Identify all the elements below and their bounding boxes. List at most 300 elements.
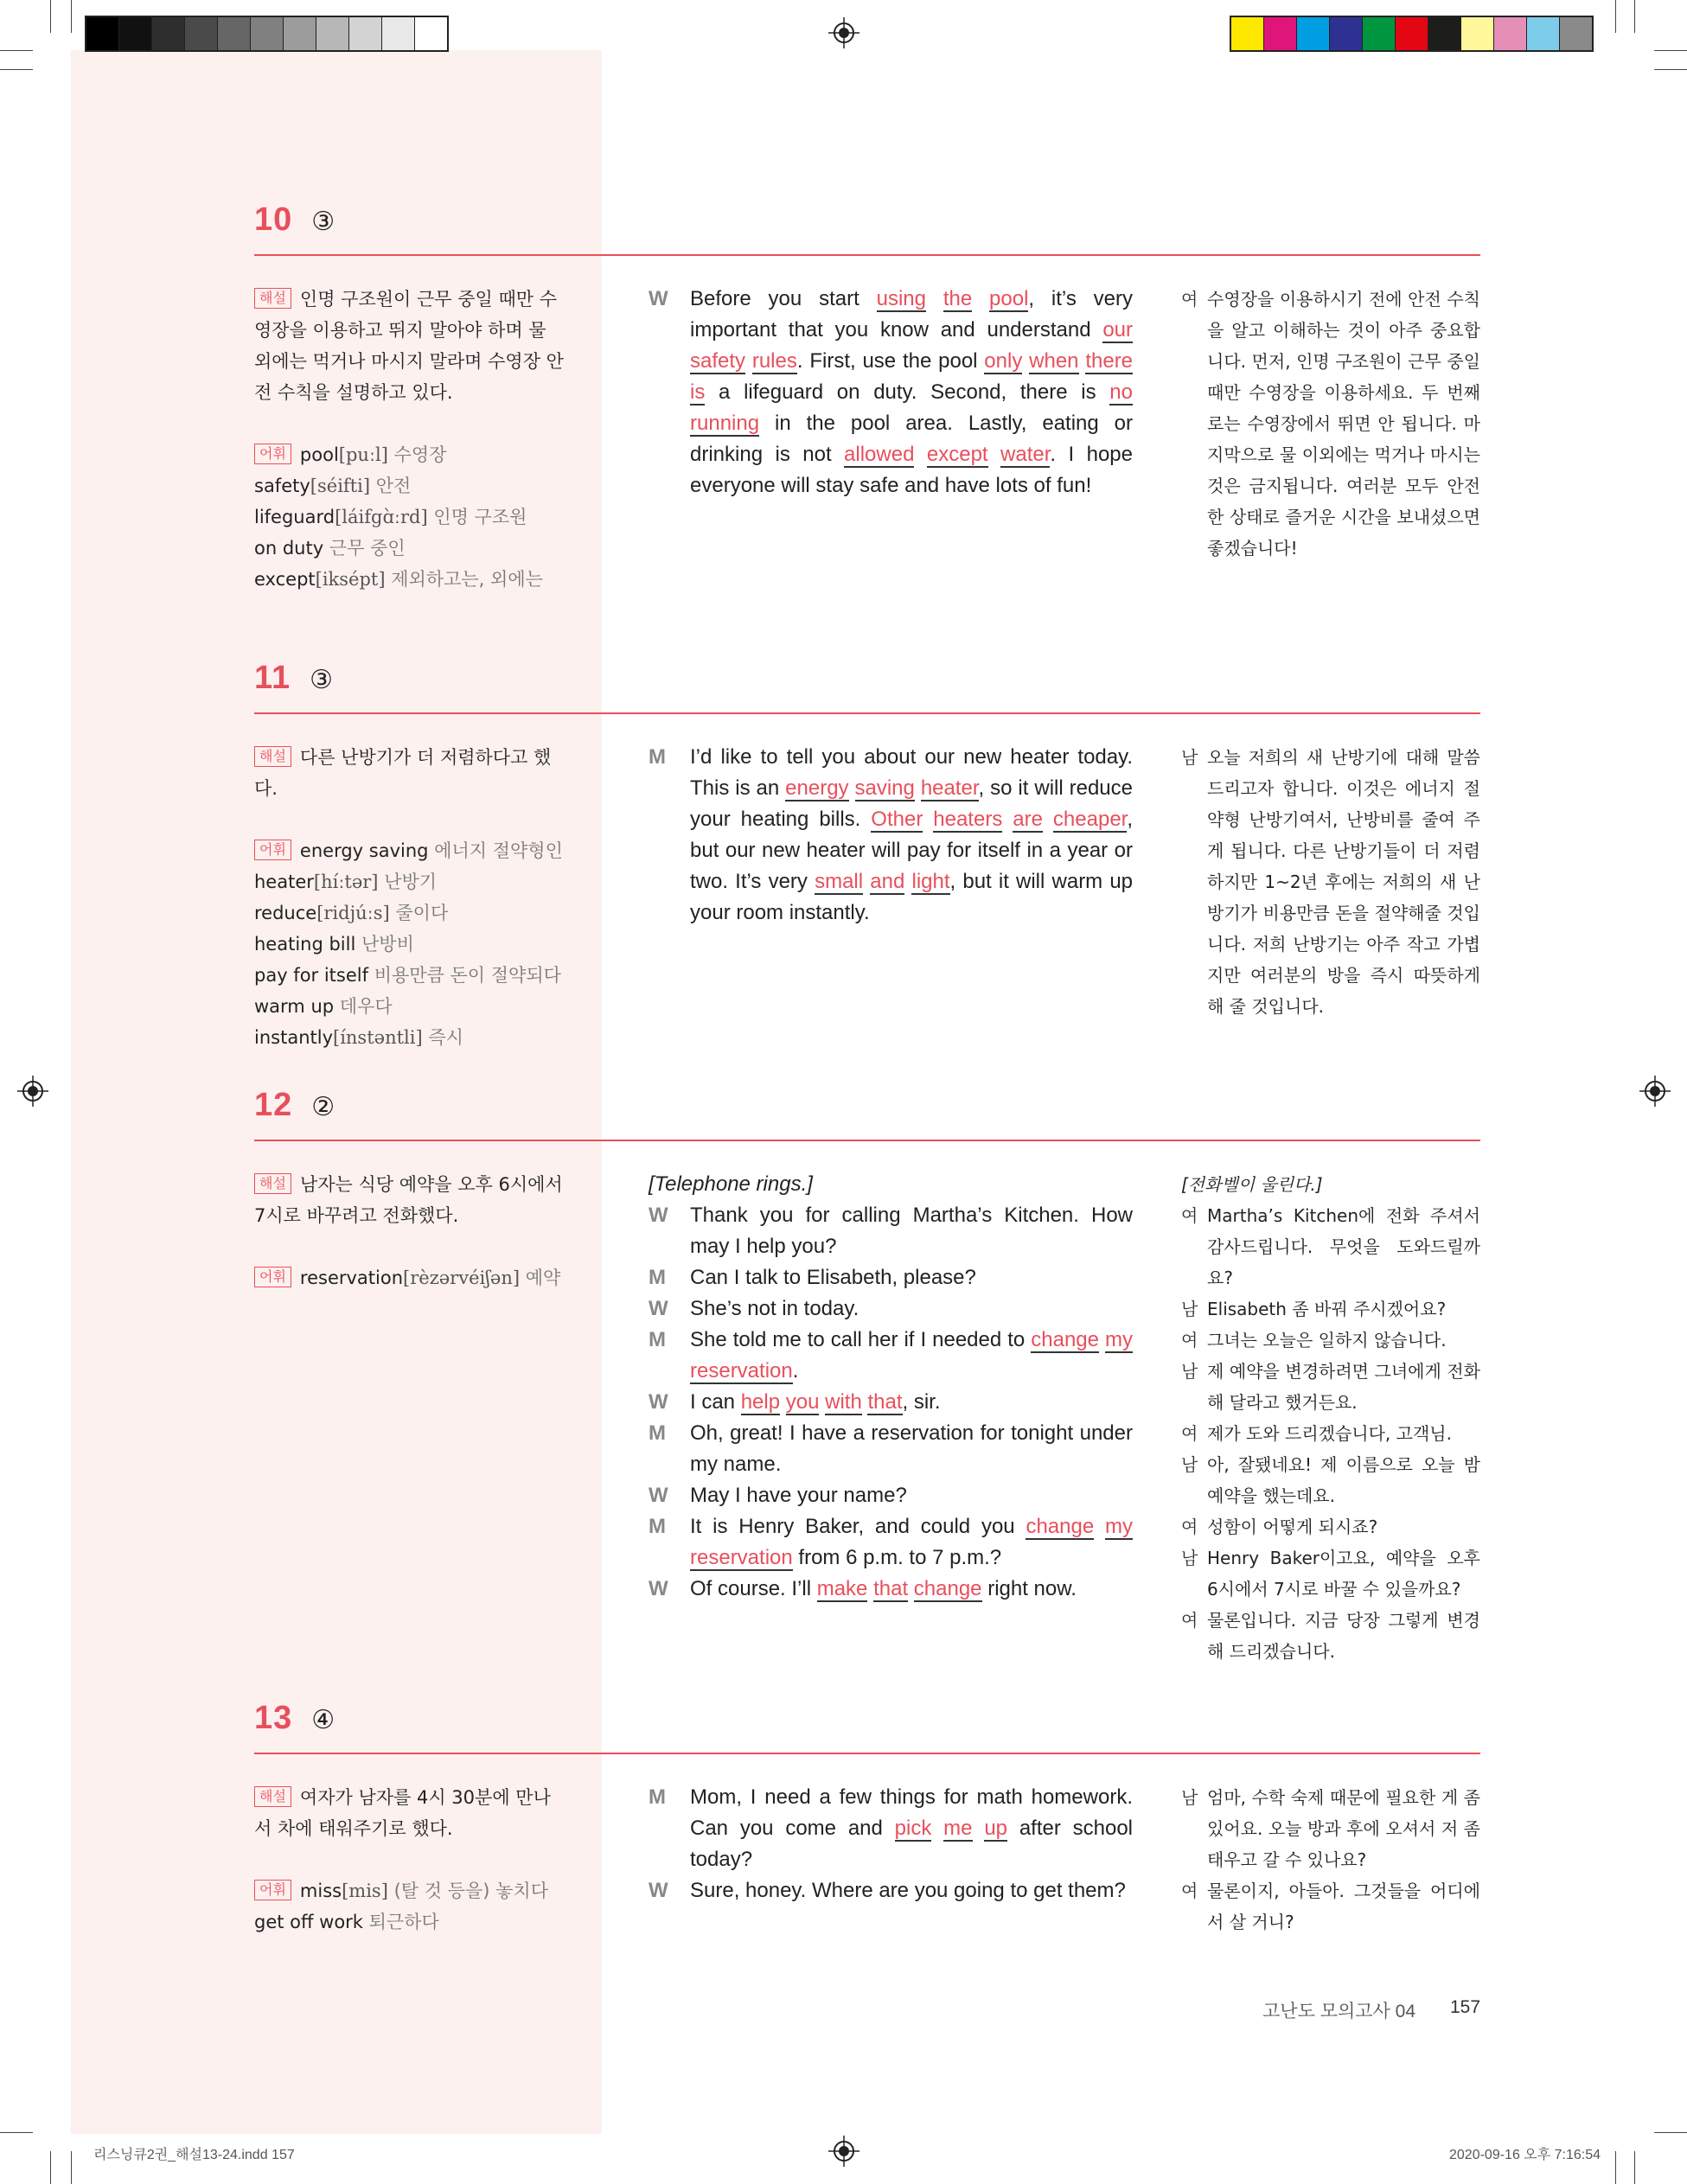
answer-blank: small — [815, 870, 864, 893]
registration-mark-icon — [17, 1076, 48, 1107]
crop-mark — [50, 2151, 51, 2184]
speaker-label: W — [649, 1879, 668, 1902]
vocab-word: pool — [299, 444, 339, 465]
translation-speaker: 남 — [1181, 1548, 1198, 1568]
dialogue-text — [690, 742, 1133, 929]
vocab-item — [254, 835, 566, 866]
translation-line — [1181, 1293, 1480, 1325]
vocab-word: miss — [299, 1881, 342, 1901]
vocab-word: pay for itself — [254, 965, 369, 986]
color-swatch — [1494, 17, 1527, 50]
crop-mark — [1654, 69, 1687, 70]
vocab-word: safety — [254, 476, 310, 496]
dialogue-segment: . First, use the pool — [796, 349, 985, 373]
vocab-meaning: 근무 중인 — [329, 538, 406, 559]
color-swatch — [1560, 17, 1592, 50]
dialogue-text — [690, 1387, 1133, 1418]
explanation — [254, 1169, 566, 1231]
vocab-word: heater — [254, 872, 314, 892]
vocab-word: reduce — [254, 903, 317, 923]
answer-blank: light — [911, 870, 950, 893]
vocab-item — [254, 1906, 566, 1938]
dialogue-segment — [908, 1577, 914, 1600]
speaker-label: M — [649, 1266, 666, 1289]
dialogue-segment: It is Henry Baker, and could you — [690, 1515, 1026, 1538]
translation-text: Elisabeth 좀 바꿔 주시겠어요? — [1207, 1299, 1447, 1319]
color-swatch — [185, 17, 218, 50]
answer-blank: there — [1085, 349, 1134, 373]
dialogue-line — [649, 1200, 1133, 1262]
speaker-label: W — [649, 1297, 668, 1320]
answer-blank: safety — [690, 349, 746, 373]
answer-blank: pool — [989, 287, 1029, 310]
dialogue-segment: after school today? — [690, 1817, 1134, 1871]
vocab-item — [254, 929, 566, 960]
crop-mark — [0, 50, 33, 51]
vocab-item — [254, 564, 566, 595]
color-swatch — [349, 17, 382, 50]
dialogue-segment — [849, 776, 855, 800]
dialogue-line — [649, 1480, 1133, 1511]
color-bar — [1230, 16, 1594, 52]
section-divider — [254, 712, 1480, 714]
translation-text: 엄마, 수학 숙제 때문에 필요한 게 좀 있어요. 오늘 방과 후에 오셔서 저 좀 태우고 갈 수 있나요? — [1207, 1787, 1480, 1870]
question-heading — [254, 660, 333, 697]
translation-speaker: 여 — [1181, 1517, 1198, 1537]
dialogue-segment — [1002, 808, 1013, 831]
dialogue-segment — [1094, 1515, 1105, 1538]
dialogue-line — [649, 1325, 1133, 1387]
dialogue-segment: Oh, great! I have a reservation for tonight under my name. — [690, 1421, 1133, 1476]
answer-blank: water — [1000, 443, 1051, 466]
answer-blank: change — [913, 1577, 982, 1600]
translation-line — [1181, 1605, 1480, 1667]
dialogue-segment: May I have your name? — [690, 1484, 907, 1507]
registration-mark-icon — [1639, 1076, 1671, 1107]
color-swatch — [1428, 17, 1461, 50]
vocab-item — [254, 1022, 566, 1053]
dialogue-line — [649, 1875, 1133, 1906]
dialogue-text — [690, 1293, 1133, 1325]
translation-text: 물론이지, 아들아. 그것들을 어디에서 살 거니? — [1207, 1881, 1480, 1932]
speaker-label: M — [649, 1421, 666, 1445]
answer-blank: using — [876, 287, 926, 310]
dialogue-segment — [745, 349, 752, 373]
vocab-meaning: (탈 것 등을) 놓치다 — [393, 1881, 549, 1901]
vocab-tag: 어휘 — [254, 1880, 291, 1900]
dialogue-segment: Thank you for calling Martha’s Kitchen. How may I help you? — [690, 1204, 1133, 1258]
answer-blank: my — [1105, 1328, 1134, 1351]
question-heading — [254, 1087, 335, 1124]
registration-mark-icon — [828, 17, 859, 48]
dialogue-segment — [931, 1817, 943, 1840]
translation-line — [1181, 1875, 1480, 1938]
answer-blank: cheaper — [1052, 808, 1128, 831]
crop-mark — [1654, 50, 1687, 51]
dialogue-segment — [923, 808, 933, 831]
question-number: 11 — [254, 660, 291, 696]
page-number: 157 — [1450, 1997, 1481, 2017]
answer-blank: allowed — [844, 443, 915, 466]
translation-line — [1181, 1418, 1480, 1449]
crop-mark — [71, 2151, 72, 2184]
explanation-tag: 해설 — [254, 288, 291, 309]
translation-text: 그녀는 오늘은 일하지 않습니다. — [1207, 1330, 1447, 1351]
translation-text: 제 예약을 변경하려면 그녀에게 전화해 달라고 했거든요. — [1207, 1361, 1480, 1413]
translation-line — [1181, 742, 1480, 1022]
script-column — [649, 1782, 1133, 1906]
answer-blank: reservation — [690, 1546, 793, 1569]
dialogue-segment: . — [792, 1359, 799, 1383]
vocab-pronunciation: [séifti] — [310, 476, 371, 496]
color-swatch — [152, 17, 185, 50]
question-number: 12 — [254, 1087, 293, 1123]
color-swatch — [284, 17, 316, 50]
answer-blank: that — [867, 1390, 903, 1414]
explanation-text: 다른 난방기가 더 저렴하다고 했다. — [254, 747, 552, 799]
vocab-word: warm up — [254, 996, 335, 1017]
vocabulary-list — [254, 439, 566, 595]
answer-blank: the — [943, 287, 973, 310]
color-swatch — [86, 17, 119, 50]
color-swatch — [218, 17, 251, 50]
vocab-meaning: 데우다 — [339, 996, 393, 1017]
translation-text: 수영장을 이용하시기 전에 안전 수칙을 알고 이해하는 것이 아주 중요합니다. 먼저, 인명 구조원이 근무 중일 때만 수영장을 이용하세요. 두 번째로는 수영장에서 뛰면 안 됩니다. 마지막으로 물 이외에는 먹거나 마시는 것은 금지됩니다. 여러분 모두 안전한 상태로 즐거운 시간을 보내셨으면 좋겠습니다! — [1207, 289, 1480, 559]
translation-speaker: 여 — [1181, 1610, 1198, 1631]
vocab-meaning: 에너지 절약형인 — [434, 840, 563, 861]
vocab-meaning: 줄이다 — [395, 903, 449, 923]
explanation-tag: 해설 — [254, 746, 291, 767]
answer-blank: is — [690, 380, 706, 404]
vocab-pronunciation: [mis] — [342, 1881, 388, 1901]
explanation — [254, 742, 566, 804]
script-column — [649, 742, 1133, 929]
answer-blank: are — [1013, 808, 1043, 831]
vocab-word: lifeguard — [254, 507, 335, 527]
dialogue-segment: I’d like to tell you about our new heater today. This is an — [690, 745, 1133, 800]
gray-color-bar — [85, 16, 449, 52]
translation-line — [1181, 1511, 1480, 1542]
vocab-pronunciation: [iksépt] — [315, 569, 386, 590]
dialogue-segment — [915, 776, 921, 800]
vocab-word: on duty — [254, 538, 324, 559]
answer-choice: ④ — [311, 1706, 335, 1734]
explanation-text: 인명 구조원이 근무 중일 때만 수영장을 이용하고 뛰지 말아야 하며 물 외에는 먹거나 마시지 말라며 수영장 안전 수칙을 설명하고 있다. — [254, 289, 564, 403]
dialogue-line — [649, 284, 1133, 501]
dialogue-segment — [1022, 349, 1029, 373]
vocab-item — [254, 1875, 566, 1906]
answer-blank: rules — [751, 349, 797, 373]
answer-blank: up — [984, 1817, 1008, 1840]
translation-speaker: 남 — [1181, 1787, 1198, 1808]
crop-mark — [1654, 2132, 1687, 2133]
dialogue-segment — [972, 287, 989, 310]
vocab-item — [254, 866, 566, 897]
crop-mark — [1634, 0, 1635, 33]
speaker-label: M — [649, 1328, 666, 1351]
vocab-item — [254, 897, 566, 929]
translation-text: 제가 도와 드리겠습니다, 고객님. — [1207, 1423, 1452, 1444]
dialogue-segment: , it’s very important that you know and understand — [690, 287, 1134, 342]
book-title: 고난도 모의고사 04 — [1262, 2002, 1416, 2021]
answer-blank: help — [740, 1390, 781, 1414]
explanation — [254, 284, 566, 408]
translation-speaker: 여 — [1181, 1881, 1198, 1901]
translation-speaker: 여 — [1181, 1330, 1198, 1351]
dialogue-text — [690, 1782, 1133, 1875]
color-swatch — [1297, 17, 1330, 50]
script-column — [649, 1169, 1133, 1605]
vocab-meaning: 퇴근하다 — [368, 1912, 439, 1932]
answer-blank: only — [984, 349, 1023, 373]
dialogue-segment — [780, 1390, 786, 1414]
translation-stage-direction: [전화벨이 울린다.] — [1181, 1174, 1323, 1195]
translation-line — [1181, 1542, 1480, 1605]
dialogue-segment — [1043, 808, 1053, 831]
answer-blank: running — [690, 412, 760, 435]
dialogue-segment: from 6 p.m. to 7 p.m.? — [792, 1546, 1002, 1569]
answer-blank: pick — [894, 1817, 932, 1840]
translation-speaker: 여 — [1181, 1205, 1198, 1226]
color-swatch — [251, 17, 284, 50]
dialogue-segment: , sir. — [902, 1390, 941, 1414]
explanation-column — [254, 284, 566, 595]
answer-choice: ② — [311, 1093, 335, 1121]
answer-blank: heaters — [933, 808, 1003, 831]
vocab-pronunciation: [híːtər] — [313, 872, 379, 892]
translation-line — [1181, 1782, 1480, 1875]
speaker-label: W — [649, 1204, 668, 1227]
dialogue-segment: Can I talk to Elisabeth, please? — [690, 1266, 976, 1289]
answer-blank: and — [870, 870, 905, 893]
registration-mark-icon — [828, 2136, 859, 2167]
dialogue-segment: Of course. I’ll — [690, 1577, 817, 1600]
answer-blank: energy — [785, 776, 849, 800]
question-number: 13 — [254, 1700, 293, 1736]
dialogue-text — [690, 1480, 1133, 1511]
slug-filename: 리스닝큐2권_해설13-24.indd 157 — [93, 2148, 295, 2162]
vocab-item — [254, 991, 566, 1022]
color-swatch — [119, 17, 152, 50]
vocab-word: except — [254, 569, 316, 590]
color-swatch — [382, 17, 415, 50]
translation-text: Henry Baker이고요, 예약을 오후 6시에서 7시로 바꿀 수 있을까요? — [1207, 1548, 1480, 1600]
dialogue-segment: in the pool area. Lastly, eating or drinking is not — [690, 412, 1133, 466]
color-swatch — [316, 17, 349, 50]
dialogue-segment: , but our new heater will pay for itself in a year or two. It’s very — [690, 808, 1133, 893]
dialogue-text — [690, 1200, 1133, 1262]
dialogue-segment — [1099, 1328, 1105, 1351]
translation-speaker: 여 — [1181, 289, 1198, 310]
question-number: 10 — [254, 201, 293, 238]
color-swatch — [1330, 17, 1363, 50]
dialogue-segment — [988, 443, 1000, 466]
translation-text: 오늘 저희의 새 난방기에 대해 말씀드리고자 합니다. 이것은 에너지 절약형 난방기여서, 난방비를 줄여 주게 됩니다. 다른 난방기들이 더 저렴하지만 1~2년 후에는 저희의 새 난방기가 비용만큼 돈을 절약해줄 것입니다. 저희 난방기는 아주 작고 가볍지만 여러분의 방을 즉시 따뜻하게 해 줄 것입니다. — [1207, 747, 1480, 1017]
color-swatch — [1461, 17, 1494, 50]
question-heading — [254, 201, 335, 239]
explanation — [254, 1782, 566, 1844]
translation-line — [1181, 284, 1480, 564]
translation-text: 물론입니다. 지금 당장 그렇게 변경해 드리겠습니다. — [1207, 1610, 1480, 1662]
dialogue-segment: , but it will warm up your room instantly. — [690, 870, 1134, 924]
vocab-pronunciation: [ridjúːs] — [316, 903, 390, 923]
translation-column — [1181, 742, 1480, 1022]
script-column — [649, 284, 1133, 501]
translation-text: 아, 잘됐네요! 제 이름으로 오늘 밤 예약을 했는데요. — [1207, 1454, 1480, 1506]
crop-mark — [1615, 2151, 1616, 2184]
dialogue-segment: Mom, I need a few things for math homework. Can you come and — [690, 1785, 1133, 1840]
translation-column — [1181, 284, 1480, 564]
answer-blank: that — [873, 1577, 909, 1600]
answer-choice: ③ — [311, 208, 335, 236]
dialogue-line — [649, 1262, 1133, 1293]
dialogue-line — [649, 1387, 1133, 1418]
vocab-meaning: 난방기 — [384, 872, 438, 892]
speaker-label: W — [649, 1484, 668, 1507]
translation-line — [1181, 1449, 1480, 1511]
answer-blank: our — [1102, 318, 1133, 342]
dialogue-segment: a lifeguard on duty. Second, there is — [705, 380, 1110, 404]
speaker-label: W — [649, 1390, 668, 1414]
explanation-column — [254, 1169, 566, 1293]
answer-blank: saving — [854, 776, 915, 800]
answer-blank: my — [1105, 1515, 1134, 1538]
explanation-tag: 해설 — [254, 1173, 291, 1194]
vocab-meaning: 인명 구조원 — [433, 507, 527, 527]
answer-blank: when — [1029, 349, 1079, 373]
answer-blank: with — [825, 1390, 862, 1414]
dialogue-segment — [914, 443, 926, 466]
vocab-tag: 어휘 — [254, 840, 291, 860]
color-swatch — [1363, 17, 1396, 50]
vocab-item — [254, 439, 566, 470]
translation-speaker: 여 — [1181, 1423, 1198, 1444]
vocab-word: get off work — [254, 1912, 363, 1932]
explanation-column — [254, 1782, 566, 1938]
speaker-label: W — [649, 1577, 668, 1600]
speaker-label: W — [649, 287, 668, 310]
answer-blank: no — [1109, 380, 1133, 404]
dialogue-segment: Before you start — [690, 287, 877, 310]
crop-mark — [71, 0, 72, 33]
dialogue-text — [690, 284, 1133, 501]
translation-line — [1181, 1356, 1480, 1418]
dialogue-segment: She’s not in today. — [690, 1297, 859, 1320]
crop-mark — [0, 69, 33, 70]
section-divider — [254, 254, 1480, 256]
vocab-word: instantly — [254, 1027, 333, 1048]
vocab-meaning: 안전 — [375, 476, 412, 496]
translation-speaker: 남 — [1181, 1454, 1198, 1475]
crop-mark — [1634, 2151, 1635, 2184]
dialogue-line — [649, 1782, 1133, 1875]
dialogue-text — [690, 1262, 1133, 1293]
dialogue-text — [690, 1325, 1133, 1387]
dialogue-line — [649, 742, 1133, 929]
vocab-pronunciation: [rèzərvéiʃən] — [403, 1268, 521, 1288]
dialogue-segment: right now. — [981, 1577, 1077, 1600]
vocabulary-list — [254, 1262, 566, 1293]
vocab-meaning: 비용만큼 돈이 절약되다 — [374, 965, 561, 986]
vocab-item — [254, 533, 566, 564]
explanation-column — [254, 742, 566, 1053]
stage-direction: [Telephone rings.] — [649, 1172, 813, 1196]
color-swatch — [1396, 17, 1428, 50]
dialogue-line — [649, 1574, 1133, 1605]
translation-line — [1181, 1200, 1480, 1293]
dialogue-segment — [926, 287, 943, 310]
vocab-item — [254, 960, 566, 991]
section-divider — [254, 1753, 1480, 1754]
dialogue-segment: . I hope everyone will stay safe and have lots of fun! — [690, 443, 1133, 497]
answer-blank: Other — [871, 808, 923, 831]
crop-mark — [1615, 0, 1616, 33]
color-swatch — [415, 17, 447, 50]
vocabulary-list — [254, 1875, 566, 1938]
vocab-word: reservation — [299, 1268, 404, 1288]
explanation-text: 여자가 남자를 4시 30분에 만나서 차에 태워주기로 했다. — [254, 1787, 551, 1839]
section-divider — [254, 1140, 1480, 1141]
vocab-word: energy saving — [299, 840, 429, 861]
translation-text: Martha’s Kitchen에 전화 주셔서 감사드립니다. 무엇을 도와드릴까요? — [1207, 1205, 1480, 1288]
vocab-word: heating bill — [254, 934, 356, 955]
answer-blank: change — [1031, 1328, 1099, 1351]
vocab-pronunciation: [puːl] — [338, 444, 388, 465]
dialogue-text — [690, 1875, 1133, 1906]
vocab-item — [254, 1262, 566, 1293]
vocab-meaning: 난방비 — [361, 934, 414, 955]
dialogue-text — [690, 1574, 1133, 1605]
vocab-meaning: 즉시 — [428, 1027, 463, 1048]
vocab-meaning: 제외하고는, 외에는 — [391, 569, 543, 590]
dialogue-segment: , so it will reduce your heating bills. — [690, 776, 1134, 831]
color-swatch — [1231, 17, 1264, 50]
translation-line — [1181, 1325, 1480, 1356]
vocab-tag: 어휘 — [254, 1267, 291, 1287]
color-swatch — [1527, 17, 1560, 50]
vocab-pronunciation: [ínstəntli] — [333, 1027, 423, 1048]
dialogue-text — [690, 1511, 1133, 1574]
crop-mark — [0, 2132, 33, 2133]
explanation-text: 남자는 식당 예약을 오후 6시에서 7시로 바꾸려고 전화했다. — [254, 1174, 563, 1226]
answer-blank: me — [943, 1817, 973, 1840]
answer-blank: make — [816, 1577, 868, 1600]
dialogue-segment: Sure, honey. Where are you going to get them? — [690, 1879, 1126, 1902]
vocab-item — [254, 470, 566, 501]
vocab-item — [254, 501, 566, 533]
explanation-tag: 해설 — [254, 1786, 291, 1807]
dialogue-text — [690, 1418, 1133, 1480]
translation-column — [1181, 1782, 1480, 1938]
vocab-pronunciation: [láifgɑ̀ːrd] — [335, 507, 428, 527]
translation-text: 성함이 어떻게 되시죠? — [1207, 1517, 1378, 1537]
crop-mark — [50, 0, 51, 33]
question-heading — [254, 1700, 335, 1737]
answer-blank: heater — [920, 776, 979, 800]
vocab-tag: 어휘 — [254, 444, 291, 464]
dialogue-line — [649, 1511, 1133, 1574]
dialogue-segment: She told me to call her if I needed to — [690, 1328, 1032, 1351]
vocab-meaning: 예약 — [525, 1268, 561, 1288]
answer-choice: ③ — [310, 666, 334, 694]
vocabulary-list — [254, 835, 566, 1053]
slug-timestamp: 2020-09-16 오후 7:16:54 — [1449, 2148, 1601, 2162]
translation-speaker: 남 — [1181, 1361, 1198, 1382]
answer-blank: change — [1026, 1515, 1095, 1538]
translation-speaker: 남 — [1181, 1299, 1198, 1319]
translation-column — [1181, 1169, 1480, 1667]
vocab-meaning: 수영장 — [393, 444, 447, 465]
